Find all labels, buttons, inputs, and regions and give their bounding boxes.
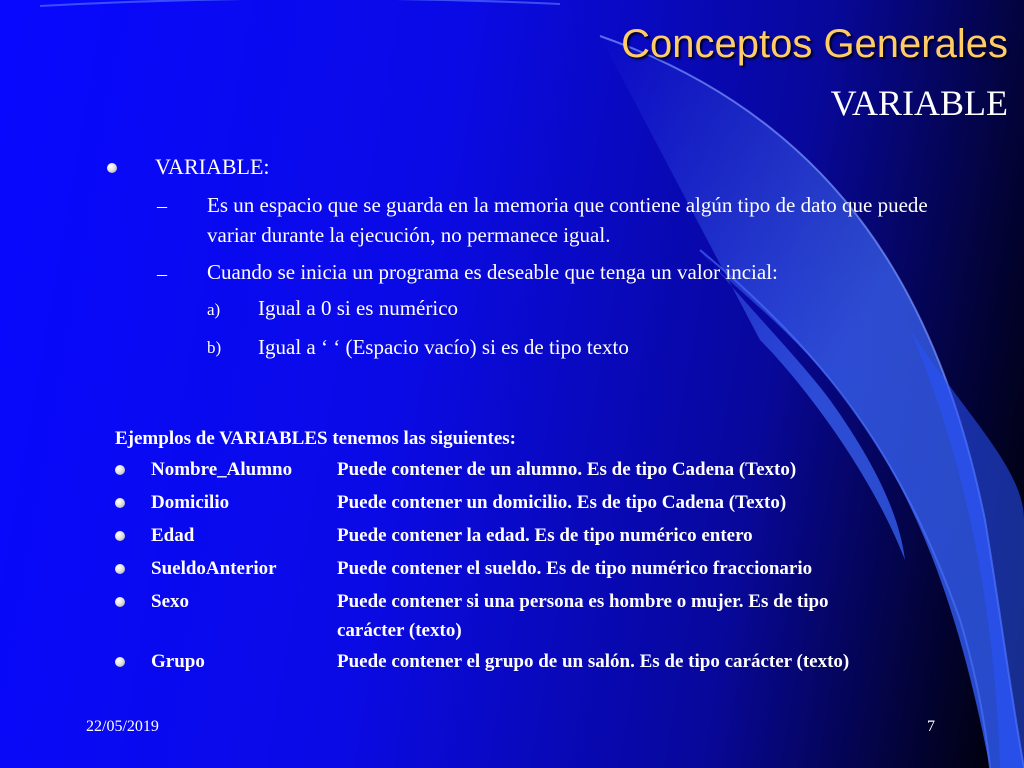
- page-number: 7: [927, 718, 935, 735]
- example-name: Edad: [151, 525, 195, 546]
- example-name: Grupo: [151, 651, 205, 672]
- bullet-dot: [115, 498, 125, 508]
- example-desc: Puede contener un domicilio. Es de tipo Cadena (Texto): [337, 492, 787, 513]
- bullet-heading: VARIABLE:: [155, 154, 270, 179]
- sub-item-marker: –: [157, 195, 167, 217]
- example-desc: Puede contener de un alumno. Es de tipo Cadena (Texto): [337, 459, 797, 480]
- sub-item-marker: –: [157, 263, 167, 285]
- examples-heading: Ejemplos de VARIABLES tenemos las siguientes:: [115, 428, 516, 449]
- example-name: Nombre_Alumno: [151, 459, 293, 480]
- option-marker: a): [207, 300, 221, 319]
- option-marker: b): [207, 338, 222, 357]
- sub-item-text: Es un espacio que se guarda en la memoria que contiene algún tipo de dato que puede variar durante la ejecución, no permanece igual.: [207, 193, 928, 247]
- bullet-dot: [115, 597, 125, 607]
- bullet-dot: [115, 465, 125, 475]
- sub-item-text: Cuando se inicia un programa es deseable que tenga un valor incial:: [207, 260, 778, 284]
- option-text: Igual a 0 si es numérico: [258, 296, 459, 320]
- example-name: Sexo: [151, 591, 189, 612]
- footer-date: 22/05/2019: [86, 718, 159, 735]
- example-desc: Puede contener la edad. Es de tipo numérico entero: [337, 525, 753, 546]
- example-desc: Puede contener si una persona es hombre o mujer. Es de tipo carácter (texto): [337, 591, 829, 641]
- bullet-dot: [115, 657, 125, 667]
- example-name: Domicilio: [151, 492, 230, 513]
- bullet-dot: [115, 531, 125, 541]
- bullet-dot: [107, 163, 117, 173]
- example-desc: Puede contener el grupo de un salón. Es de tipo carácter (texto): [337, 651, 850, 672]
- bullet-dot: [115, 564, 125, 574]
- example-desc: Puede contener el sueldo. Es de tipo numérico fraccionario: [337, 558, 813, 579]
- top-arc: [40, 0, 560, 6]
- example-name: SueldoAnterior: [151, 558, 277, 579]
- slide-title: Conceptos Generales: [621, 22, 1008, 66]
- option-text: Igual a ‘ ‘ (Espacio vacío) si es de tipo texto: [258, 335, 629, 359]
- slide-subtitle: VARIABLE: [830, 83, 1008, 123]
